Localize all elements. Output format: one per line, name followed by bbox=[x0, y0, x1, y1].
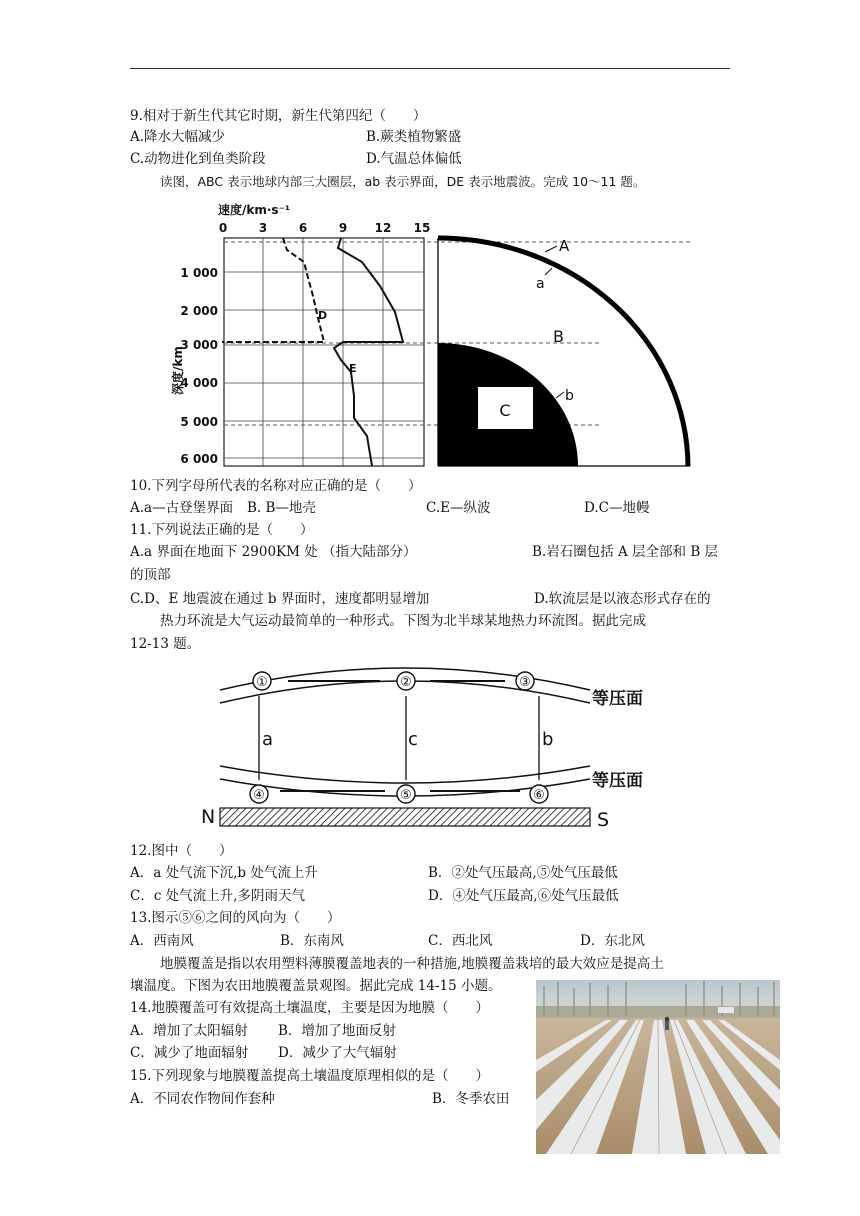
q10-option-a: A.a—古登堡界面 bbox=[130, 500, 234, 516]
point-4: ④ bbox=[253, 788, 265, 803]
depth-tick: 5 000 bbox=[180, 415, 218, 429]
speed-axis-label: 速度/km·s⁻¹ bbox=[218, 203, 291, 217]
point-2: ② bbox=[400, 675, 412, 690]
depth-tick: 4 000 bbox=[180, 376, 218, 390]
q13-option-a: A．西南风 bbox=[130, 933, 194, 949]
mulch-field-photo bbox=[536, 980, 780, 1154]
point-5: ⑤ bbox=[400, 788, 412, 803]
q12-option-a: A．a 处气流下沉,b 处气流上升 bbox=[130, 865, 318, 881]
speed-tick: 9 bbox=[338, 221, 348, 235]
interface-a-label: a bbox=[536, 276, 545, 292]
wave-d-curve bbox=[222, 238, 324, 342]
q12-stem: 12.图中（ ） bbox=[130, 843, 233, 859]
q11-option-a: A.a 界面在地面下 2900KM 处 （指大陆部分） bbox=[130, 544, 417, 560]
q15-stem: 15.下列现象与地膜覆盖提高土壤温度原理相似的是（ ） bbox=[130, 1068, 489, 1084]
speed-tick: 6 bbox=[298, 221, 308, 235]
depth-tick: 3 000 bbox=[180, 338, 218, 352]
thermal-circulation-figure bbox=[196, 652, 643, 832]
q12-option-c: C．c 处气流上升,多阴雨天气 bbox=[130, 888, 305, 904]
upper-isobar-label: 等压面 bbox=[592, 689, 643, 709]
q14-option-d: D．减少了大气辐射 bbox=[278, 1045, 397, 1061]
north-label: N bbox=[201, 806, 216, 828]
depth-tick: 6 000 bbox=[180, 452, 218, 466]
q15-option-a: A．不同农作物间作套种 bbox=[130, 1091, 275, 1107]
point-6: ⑥ bbox=[533, 788, 545, 803]
south-label: S bbox=[597, 809, 610, 831]
flow-a-label: a bbox=[262, 729, 274, 750]
q13-option-d: D．东北风 bbox=[580, 933, 645, 949]
q11-option-b-cont: 的顶部 bbox=[130, 567, 171, 583]
q13-option-c: C．西北风 bbox=[428, 933, 493, 949]
q9-option-d: D.气温总体偏低 bbox=[366, 151, 462, 167]
q9-option-c: C.动物进化到鱼类阶段 bbox=[130, 151, 266, 167]
wave-d-label: D bbox=[318, 309, 328, 322]
flow-b-label: b bbox=[542, 729, 554, 750]
layer-b-label: B bbox=[553, 327, 564, 346]
layer-c-label: C bbox=[499, 401, 511, 420]
q14-option-b: B．增加了地面反射 bbox=[278, 1023, 396, 1039]
q9-option-b: B.蕨类植物繁盛 bbox=[366, 129, 462, 145]
depth-tick: 1 000 bbox=[180, 266, 218, 280]
q9-option-a: A.降水大幅减少 bbox=[130, 129, 226, 145]
ground bbox=[220, 808, 590, 826]
intro-12-13: 热力环流是大气运动最简单的一种形式。下图为北半球某地热力环流图。据此完成 bbox=[160, 613, 646, 629]
q9-stem: 9.相对于新生代其它时期，新生代第四纪（ ） bbox=[130, 108, 427, 124]
q14-option-a: A．增加了太阳辐射 bbox=[130, 1023, 248, 1039]
speed-tick: 12 bbox=[374, 221, 392, 235]
interface-b-label: b bbox=[565, 388, 574, 404]
q10-option-c: C.E—纵波 bbox=[426, 500, 491, 516]
earth-interior-figure bbox=[170, 198, 700, 470]
depth-axis-label: 深度/km bbox=[171, 346, 185, 395]
intro-10-11: 读图，ABC 表示地球内部三大圈层，ab 表示界面，DE 表示地震波。完成 10～11 题。 bbox=[160, 174, 646, 189]
q11-option-b: B.岩石圈包括 A 层全部和 B 层 bbox=[532, 544, 719, 560]
speed-tick: 15 bbox=[413, 221, 431, 235]
speed-tick: 3 bbox=[258, 221, 268, 235]
q11-stem: 11.下列说法正确的是（ ） bbox=[130, 522, 314, 538]
q10-option-b: B. B—地壳 bbox=[247, 500, 316, 516]
point-3: ③ bbox=[519, 675, 531, 690]
q13-option-b: B．东南风 bbox=[280, 933, 344, 949]
flow-c-label: c bbox=[408, 729, 418, 750]
wave-e-label: E bbox=[349, 362, 357, 375]
q13-stem: 13.图示⑤⑥之间的风向为（ ） bbox=[130, 910, 341, 926]
q14-stem: 14.地膜覆盖可有效提高土壤温度，主要是因为地膜（ ） bbox=[130, 1000, 489, 1016]
intro-14-15: 地膜覆盖是指以农用塑料薄膜覆盖地表的一种措施,地膜覆盖栽培的最大效应是提高土 bbox=[160, 956, 664, 972]
header-rule bbox=[130, 68, 730, 69]
q11-option-d: D.软流层是以液态形式存在的 bbox=[534, 591, 711, 607]
speed-tick: 0 bbox=[218, 221, 228, 235]
q11-option-c: C.D、E 地震波在通过 b 界面时，速度都明显增加 bbox=[130, 591, 430, 607]
q10-stem: 10.下列字母所代表的名称对应正确的是（ ） bbox=[130, 478, 422, 494]
lower-isobar-label: 等压面 bbox=[592, 771, 643, 791]
intro-12-13-cont: 12-13 题。 bbox=[130, 636, 201, 652]
depth-tick: 2 000 bbox=[180, 304, 218, 318]
q12-option-b: B．②处气压最高,⑤处气压最低 bbox=[428, 865, 618, 881]
q15-option-b: B．冬季农田 bbox=[432, 1091, 510, 1107]
point-1: ① bbox=[256, 675, 268, 690]
layer-a-label: A bbox=[559, 237, 570, 255]
q14-option-c: C．减少了地面辐射 bbox=[130, 1045, 249, 1061]
intro-14-15-cont: 壤温度。下图为农田地膜覆盖景观图。据此完成 14-15 小题。 bbox=[130, 978, 502, 994]
q10-option-d: D.C—地幔 bbox=[584, 500, 650, 516]
q12-option-d: D．④处气压最高,⑥处气压最低 bbox=[428, 888, 619, 904]
